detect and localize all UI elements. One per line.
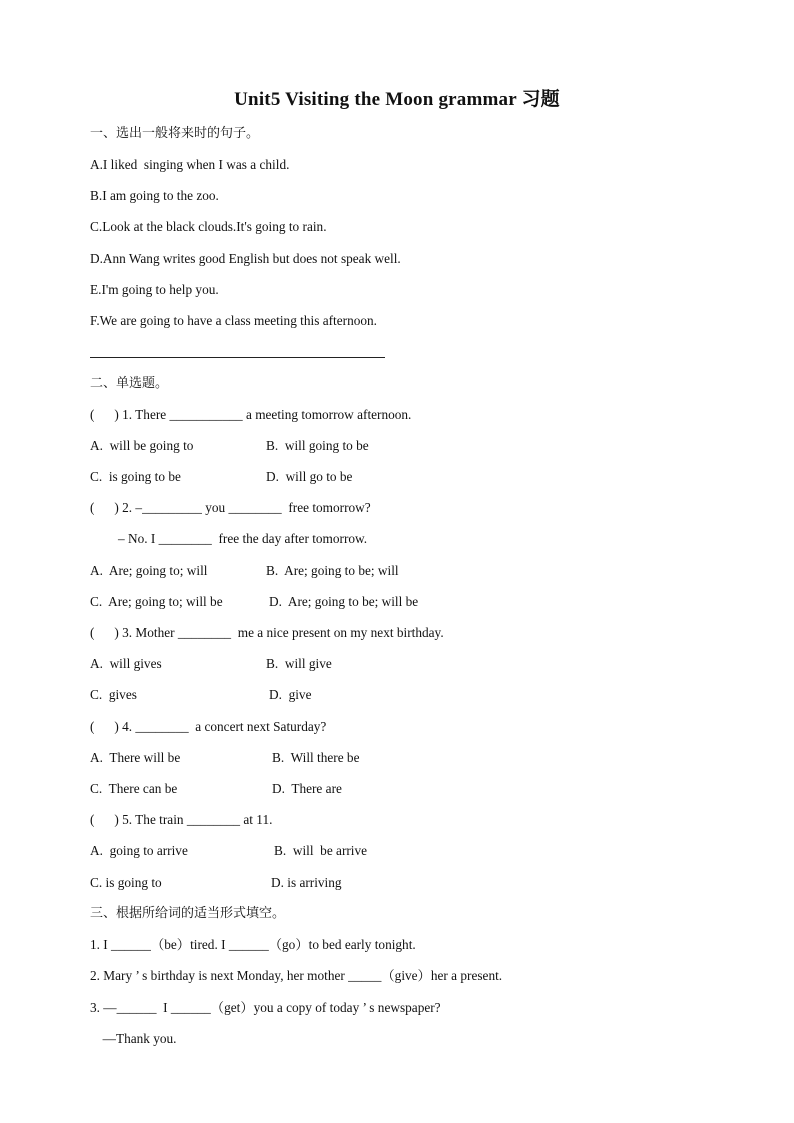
option-b: B.I am going to the zoo. bbox=[90, 188, 219, 203]
option-f: F.We are going to have a class meeting this afternoon. bbox=[90, 313, 377, 328]
q3-choice-c: C. gives bbox=[90, 687, 137, 702]
question-2: ( ) 2. –_________ you ________ free tomorrow? bbox=[90, 500, 371, 515]
q3-choice-d: D. give bbox=[269, 687, 312, 702]
fill-item-3: 3. —______ I ______（get）you a copy of today ’ s newspaper? bbox=[90, 1000, 441, 1015]
q2-choice-d: D. Are; going to be; will be bbox=[269, 594, 419, 609]
q1-choice-a: A. will be going to bbox=[90, 438, 194, 453]
question-3: ( ) 3. Mother ________ me a nice present on my next birthday. bbox=[90, 625, 444, 640]
fill-item-1: 1. I ______（be）tired. I ______（go）to bed early tonight. bbox=[90, 937, 416, 952]
q2-choice-a: A. Are; going to; will bbox=[90, 563, 208, 578]
q4-choice-b: B. Will there be bbox=[272, 750, 360, 765]
option-d: D.Ann Wang writes good English but does not speak well. bbox=[90, 251, 401, 266]
q3-choice-a: A. will gives bbox=[90, 656, 162, 671]
q1-choice-b: B. will going to be bbox=[266, 438, 369, 453]
q5-choice-d: D. is arriving bbox=[271, 875, 342, 890]
option-a: A.I liked singing when I was a child. bbox=[90, 157, 290, 172]
fill-item-3-reply: —Thank you. bbox=[96, 1031, 177, 1046]
q4-choice-d: D. There are bbox=[272, 781, 342, 796]
q1-choice-c: C. is going to be bbox=[90, 469, 181, 484]
option-c: C.Look at the black clouds.It's going to rain. bbox=[90, 219, 327, 234]
page-title: Unit5 Visiting the Moon grammar 习题 bbox=[234, 89, 560, 110]
question-1: ( ) 1. There ___________ a meeting tomorrow afternoon. bbox=[90, 407, 412, 422]
question-5: ( ) 5. The train ________ at 11. bbox=[90, 812, 273, 827]
q4-choice-c: C. There can be bbox=[90, 781, 178, 796]
q1-choice-d: D. will go to be bbox=[266, 469, 353, 484]
q4-choice-a: A. There will be bbox=[90, 750, 181, 765]
q5-choice-c: C. is going to bbox=[90, 875, 162, 890]
fill-item-2: 2. Mary ’ s birthday is next Monday, her mother _____（give）her a present. bbox=[90, 968, 503, 983]
q3-choice-b: B. will give bbox=[266, 656, 332, 671]
q2-choice-c: C. Are; going to; will be bbox=[90, 594, 223, 609]
option-e: E.I'm going to help you. bbox=[90, 282, 219, 297]
q5-choice-b: B. will be arrive bbox=[274, 843, 368, 858]
section-3-heading: 三、根据所给词的适当形式填空。 bbox=[90, 906, 286, 921]
question-2-reply: – No. I ________ free the day after tomorrow. bbox=[118, 531, 368, 546]
q5-choice-a: A. going to arrive bbox=[90, 843, 188, 858]
section-2-heading: 二、单选题。 bbox=[90, 376, 169, 391]
question-4: ( ) 4. ________ a concert next Saturday? bbox=[90, 719, 327, 734]
section-1-heading: 一、选出一般将来时的句子。 bbox=[90, 126, 260, 141]
answer-line[interactable] bbox=[90, 357, 385, 358]
q2-choice-b: B. Are; going to be; will bbox=[266, 563, 399, 578]
